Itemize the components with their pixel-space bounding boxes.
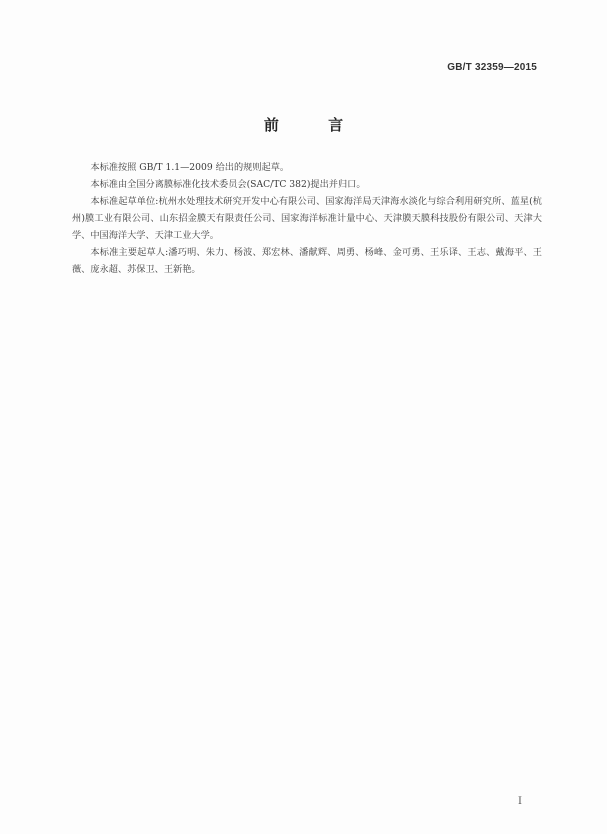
standard-code: GB/T 32359—2015 xyxy=(447,62,537,73)
page-number: I xyxy=(518,796,522,807)
paragraph-drafting-units: 本标准起草单位:杭州水处理技术研究开发中心有限公司、国家海洋局天津海水淡化与综合利用研究所、蓝星(杭州)膜工业有限公司、山东招金膜天有限责任公司、国家海洋标准计量中心、天津膜天膜科技股份有限公司、天津大学、中国海洋大学、天津工业大学。 xyxy=(72,196,542,241)
foreword-body xyxy=(72,159,542,278)
page-title: 前 言 xyxy=(263,116,366,134)
paragraph-proposer: 本标准由全国分离膜标准化技术委员会(SAC/TC 382)提出并归口。 xyxy=(90,179,366,190)
paragraph-drafters: 本标准主要起草人:潘巧明、朱力、杨波、郑宏林、潘献辉、周勇、杨峰、金可勇、王乐译、王志、戴海平、王薇、庞永超、苏保卫、王新艳。 xyxy=(72,247,542,275)
paragraph-drafting-rules: 本标准按照 GB/T 1.1—2009 给出的规则起草。 xyxy=(90,162,290,173)
